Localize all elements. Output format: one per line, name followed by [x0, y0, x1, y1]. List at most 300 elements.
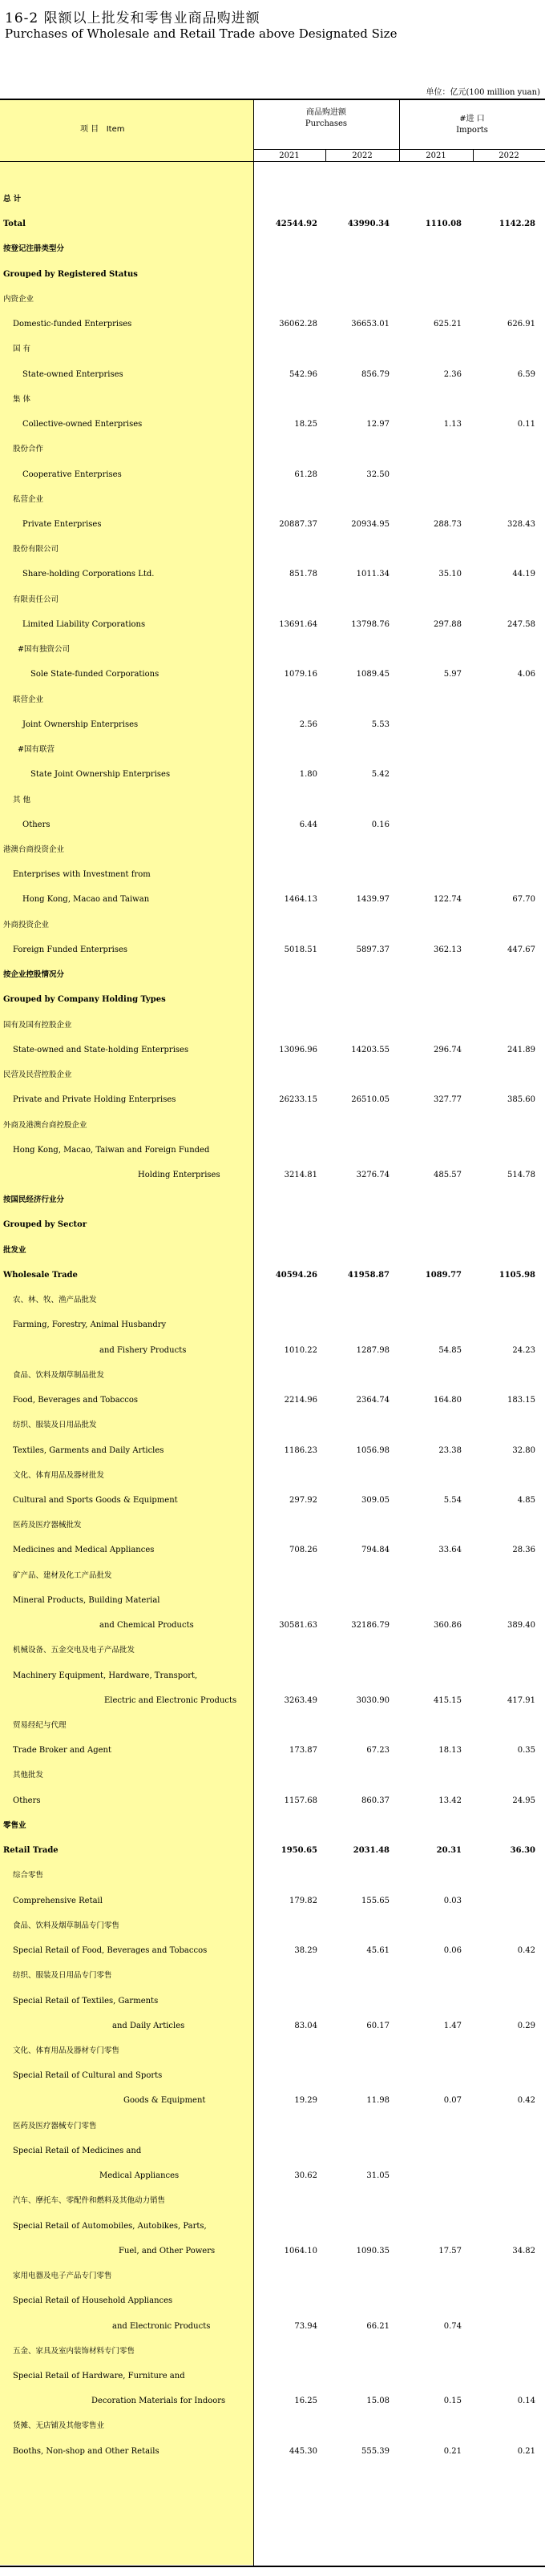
- row-value: 6.44: [299, 820, 317, 829]
- row-value: 0.07: [443, 2096, 462, 2105]
- row-value: 2364.74: [356, 1396, 390, 1405]
- table-row: [0, 1844, 545, 1857]
- row-value: 2031.48: [353, 1846, 390, 1855]
- row-value: 247.58: [507, 620, 535, 629]
- row-label: Enterprises with Investment from: [13, 870, 151, 879]
- row-value: 1186.23: [284, 1446, 317, 1455]
- table-row: [0, 543, 545, 556]
- row-label: Machinery Equipment, Hardware, Transport,: [13, 1671, 198, 1680]
- row-value: 1464.13: [284, 895, 317, 904]
- row-value: 5.54: [443, 1496, 462, 1505]
- row-value: 0.35: [517, 1746, 535, 1755]
- row-value: 15.08: [366, 2397, 390, 2405]
- header-purchases-en: Purchases: [305, 119, 348, 128]
- row-value: 31.05: [366, 2171, 390, 2180]
- row-label: Hong Kong, Macao, Taiwan and Foreign Funded: [13, 1146, 210, 1155]
- row-label: 总 计: [3, 195, 22, 204]
- row-value: 164.80: [434, 1396, 462, 1405]
- row-value: 16.25: [294, 2397, 317, 2405]
- row-label: Private and Private Holding Enterprises: [13, 1095, 176, 1104]
- row-value: 19.29: [294, 2096, 317, 2105]
- row-label: Total: [3, 220, 26, 228]
- row-label: Others: [13, 1796, 41, 1805]
- row-value: 1157.68: [284, 1796, 317, 1805]
- table-row: [0, 1519, 545, 1532]
- table-row: [0, 568, 545, 581]
- table-title-en: Purchases of Wholesale and Retail Trade above Designated Size: [5, 26, 398, 41]
- row-value: 179.82: [289, 1897, 317, 1905]
- row-value: 1439.97: [356, 895, 390, 904]
- table-row: [0, 668, 545, 681]
- table-row: [0, 2070, 545, 2082]
- table-row: [0, 469, 545, 482]
- table-row: [0, 1594, 545, 1607]
- row-value: 6.59: [517, 370, 535, 379]
- table-row: [0, 594, 545, 607]
- table-row: [0, 1719, 545, 1732]
- row-value: 3030.90: [356, 1696, 390, 1705]
- table-row: [0, 1644, 545, 1657]
- table-row: [0, 844, 545, 857]
- row-value: 30581.63: [279, 1621, 317, 1630]
- row-value: 5.42: [371, 770, 390, 779]
- row-value: 2.36: [443, 370, 462, 379]
- table-row: [0, 1469, 545, 1482]
- row-value: 5.53: [371, 720, 390, 729]
- row-value: 1.13: [443, 420, 462, 429]
- row-value: 2.56: [299, 720, 317, 729]
- row-label: 文化、体育用品及器材专门零售: [13, 2046, 120, 2055]
- unit-label: 单位：亿元(100 million yuan): [426, 88, 540, 97]
- row-label: 纺织、服装及日用品批发: [13, 1421, 97, 1429]
- table-row: [0, 1344, 545, 1357]
- row-label: Special Retail of Food, Beverages and Tobaccos: [13, 1946, 208, 1955]
- table-row: [0, 369, 545, 381]
- row-label: 有限责任公司: [13, 595, 59, 604]
- row-label: Comprehensive Retail: [13, 1897, 103, 1905]
- table-row: [0, 819, 545, 832]
- row-label: Special Retail of Textiles, Garments: [13, 1997, 159, 2006]
- row-label: 股份合作: [13, 445, 44, 454]
- table-row: [0, 2145, 545, 2158]
- table-row: [0, 619, 545, 631]
- row-value: 14203.55: [351, 1046, 390, 1054]
- table-row: [0, 2170, 545, 2183]
- row-value: 20887.37: [279, 520, 317, 529]
- row-value: 36653.01: [351, 320, 390, 329]
- row-value: 18.25: [294, 420, 317, 429]
- row-value: 417.91: [507, 1696, 535, 1705]
- table-row: [0, 1144, 545, 1157]
- table-row: [0, 1394, 545, 1407]
- row-value: 362.13: [434, 945, 462, 954]
- table-row: [0, 2195, 545, 2207]
- table-row: [0, 1769, 545, 1782]
- row-value: 4.85: [517, 1496, 535, 1505]
- row-value: 40594.26: [275, 1271, 317, 1280]
- row-value: 33.64: [438, 1546, 462, 1554]
- row-value: 288.73: [434, 520, 462, 529]
- table-row: [0, 768, 545, 781]
- table-row: [0, 518, 545, 531]
- row-value: 1110.08: [425, 220, 462, 228]
- row-value: 41958.87: [347, 1271, 390, 1280]
- row-value: 1010.22: [284, 1346, 317, 1355]
- row-value: 0.14: [517, 2397, 535, 2405]
- row-value: 360.86: [434, 1621, 462, 1630]
- table-row: [0, 494, 545, 506]
- row-value: 851.78: [289, 570, 317, 578]
- table-row: [0, 1169, 545, 1182]
- table-row: [0, 1494, 545, 1507]
- row-value: 45.61: [366, 1946, 390, 1955]
- row-value: 32186.79: [351, 1621, 390, 1630]
- row-value: 173.87: [289, 1746, 317, 1755]
- row-value: 309.05: [361, 1496, 390, 1505]
- row-value: 30.62: [294, 2171, 317, 2180]
- row-label: 按企业控股情况分: [3, 970, 65, 979]
- table-row: [0, 744, 545, 756]
- table-row: [0, 944, 545, 957]
- row-label: 内资企业: [3, 295, 34, 304]
- table-top-rule: [0, 99, 545, 100]
- table-row: [0, 393, 545, 406]
- row-value: 1079.16: [284, 670, 317, 679]
- table-row: [0, 443, 545, 456]
- row-label: Medicines and Medical Appliances: [13, 1546, 155, 1554]
- table-row: [0, 1119, 545, 1132]
- row-label: 港澳台商投资企业: [3, 845, 65, 854]
- row-value: 13.42: [438, 1796, 462, 1805]
- row-value: 794.84: [361, 1546, 390, 1554]
- row-value: 5897.37: [356, 945, 390, 954]
- header-item-cn: 项 目: [80, 125, 99, 134]
- table-row: [0, 1820, 545, 1832]
- row-value: 389.40: [507, 1621, 535, 1630]
- row-value: 1064.10: [284, 2247, 317, 2256]
- row-value: 34.82: [512, 2247, 535, 2256]
- row-label: 汽车、摩托车、零配件和燃料及其他动力销售: [13, 2196, 166, 2205]
- table-row: [0, 1895, 545, 1908]
- row-value: 32.80: [512, 1446, 535, 1455]
- row-value: 1105.98: [499, 1271, 535, 1280]
- header-year-purchases-2021: 2021: [279, 151, 300, 160]
- row-value: 36062.28: [279, 320, 317, 329]
- row-value: 32.50: [366, 470, 390, 479]
- row-label: Special Retail of Medicines and: [13, 2147, 142, 2155]
- row-value: 1950.65: [281, 1846, 317, 1855]
- table-row: [0, 1044, 545, 1057]
- row-label: Domestic-funded Enterprises: [13, 320, 132, 329]
- table-row: [0, 1194, 545, 1207]
- row-value: 4.06: [517, 670, 535, 679]
- row-label: Joint Ownership Enterprises: [22, 720, 139, 729]
- row-label: Collective-owned Enterprises: [22, 420, 143, 429]
- row-value: 61.28: [294, 470, 317, 479]
- table-row: [0, 1294, 545, 1307]
- row-value: 43990.34: [347, 220, 390, 228]
- row-value: 20.31: [436, 1846, 462, 1855]
- table-row: [0, 694, 545, 707]
- table-row: [0, 643, 545, 656]
- row-value: 155.65: [361, 1897, 390, 1905]
- table-row: [0, 1795, 545, 1808]
- table-row: [0, 1069, 545, 1082]
- row-label: Special Retail of Hardware, Furniture and: [13, 2372, 185, 2380]
- table-row: [0, 1244, 545, 1257]
- row-value: 297.92: [289, 1496, 317, 1505]
- row-label: Others: [22, 820, 50, 829]
- row-value: 24.23: [512, 1346, 535, 1355]
- row-label: 零售业: [3, 1821, 26, 1830]
- row-label: 五金、家具及室内装饰材料专门零售: [13, 2347, 135, 2356]
- row-value: 12.97: [366, 420, 390, 429]
- row-value: 73.94: [294, 2322, 317, 2331]
- row-label: #国有独资公司: [18, 645, 70, 654]
- row-label: 联营企业: [13, 695, 44, 704]
- row-value: 28.36: [512, 1546, 535, 1554]
- row-label: Cooperative Enterprises: [22, 470, 122, 479]
- table-row: [0, 1269, 545, 1282]
- row-label: 贸易经纪与代理: [13, 1721, 67, 1730]
- table-row: [0, 1744, 545, 1757]
- row-value: 2214.96: [284, 1396, 317, 1405]
- table-row: [0, 2320, 545, 2333]
- table-title-cn: 16-2 限额以上批发和零售业商品购进额: [5, 10, 260, 26]
- row-label: 按登记注册类型分: [3, 244, 65, 253]
- row-value: 122.74: [434, 895, 462, 904]
- row-value: 183.15: [507, 1396, 535, 1405]
- table-row: [0, 1419, 545, 1432]
- row-label: 家用电器及电子产品专门零售: [13, 2272, 112, 2280]
- row-value: 13691.64: [279, 620, 317, 629]
- row-value: 327.77: [434, 1095, 462, 1104]
- row-label: and Daily Articles: [112, 2022, 185, 2030]
- table-row: [0, 1619, 545, 1632]
- row-value: 20934.95: [351, 520, 390, 529]
- table-row: [0, 2370, 545, 2383]
- header-year-imports-2022: 2022: [499, 151, 519, 160]
- row-value: 1142.28: [499, 220, 535, 228]
- row-value: 0.42: [517, 1946, 535, 1955]
- row-label: Foreign Funded Enterprises: [13, 945, 128, 954]
- row-label: 其 他: [13, 796, 31, 804]
- row-value: 0.74: [443, 2322, 462, 2331]
- table-row: [0, 2245, 545, 2258]
- row-label: Share-holding Corporations Ltd.: [22, 570, 155, 578]
- row-label: Grouped by Company Holding Types: [3, 995, 166, 1004]
- row-value: 18.13: [438, 1746, 462, 1755]
- row-label: and Chemical Products: [99, 1621, 194, 1630]
- row-value: 0.15: [443, 2397, 462, 2405]
- row-value: 17.57: [438, 2247, 462, 2256]
- row-value: 35.10: [438, 570, 462, 578]
- row-label: State-owned and State-holding Enterprises: [13, 1046, 189, 1054]
- table-row: [0, 1695, 545, 1707]
- row-label: 私营企业: [13, 495, 44, 504]
- row-value: 0.42: [517, 2096, 535, 2105]
- header-imports-cn: #进 口: [459, 115, 485, 123]
- row-label: Food, Beverages and Tobaccos: [13, 1396, 139, 1405]
- row-value: 625.21: [434, 320, 462, 329]
- row-value: 13798.76: [351, 620, 390, 629]
- table-row: [0, 1019, 545, 1032]
- row-value: 297.88: [434, 620, 462, 629]
- row-value: 36.30: [510, 1846, 535, 1855]
- table-row: [0, 969, 545, 982]
- row-value: 67.70: [512, 895, 535, 904]
- table-row: [0, 2420, 545, 2433]
- row-value: 0.21: [517, 2447, 535, 2456]
- row-label: 农、林、牧、渔产品批发: [13, 1296, 97, 1304]
- row-label: State-owned Enterprises: [22, 370, 123, 379]
- row-label: 货摊、无店铺及其他零售业: [13, 2421, 105, 2430]
- table-row: [0, 919, 545, 932]
- row-label: Electric and Electronic Products: [104, 1696, 237, 1705]
- row-label: State Joint Ownership Enterprises: [30, 770, 171, 779]
- row-label: Farming, Forestry, Animal Husbandry: [13, 1320, 167, 1329]
- row-value: 514.78: [507, 1171, 535, 1179]
- row-label: 外商及港澳台商控股企业: [3, 1121, 87, 1130]
- table-row: [0, 193, 545, 206]
- row-label: 综合零售: [13, 1871, 44, 1880]
- row-label: 文化、体育用品及器材批发: [13, 1471, 105, 1480]
- table-row: [0, 218, 545, 231]
- table-row: [0, 268, 545, 281]
- row-value: 1.80: [299, 770, 317, 779]
- table-row: [0, 2094, 545, 2107]
- row-label: and Electronic Products: [112, 2322, 211, 2331]
- table-row: [0, 1570, 545, 1582]
- row-value: 1.47: [443, 2022, 462, 2030]
- row-label: Decoration Materials for Indoors: [91, 2397, 226, 2405]
- row-value: 1089.45: [356, 670, 390, 679]
- row-label: 民营及民营控股企业: [3, 1070, 72, 1079]
- table-row: [0, 2120, 545, 2133]
- row-value: 385.60: [507, 1095, 535, 1104]
- row-label: Cultural and Sports Goods & Equipment: [13, 1496, 178, 1505]
- header-year-purchases-2022: 2022: [352, 151, 373, 160]
- row-value: 23.38: [438, 1446, 462, 1455]
- table-row: [0, 2045, 545, 2058]
- row-value: 445.30: [289, 2447, 317, 2456]
- row-value: 5.97: [443, 670, 462, 679]
- row-label: #国有联营: [18, 745, 54, 754]
- table-row: [0, 1670, 545, 1683]
- table-row: [0, 1094, 545, 1107]
- row-value: 0.03: [443, 1897, 462, 1905]
- row-label: Special Retail of Cultural and Sports: [13, 2071, 163, 2080]
- table-row: [0, 1445, 545, 1457]
- header-item-en: Item: [106, 125, 125, 134]
- row-value: 0.21: [443, 2447, 462, 2456]
- row-label: Limited Liability Corporations: [22, 620, 146, 629]
- row-value: 447.67: [507, 945, 535, 954]
- table-bottom-rule: [0, 2566, 545, 2567]
- row-value: 1089.77: [425, 1271, 462, 1280]
- row-label: Hong Kong, Macao and Taiwan: [22, 895, 150, 904]
- row-label: Mineral Products, Building Material: [13, 1596, 160, 1605]
- table-row: [0, 2020, 545, 2033]
- row-label: 批发业: [3, 1246, 26, 1255]
- row-value: 241.89: [507, 1046, 535, 1054]
- table-row: [0, 343, 545, 356]
- row-label: Special Retail of Automobiles, Autobikes, Parts,: [13, 2222, 207, 2231]
- row-label: Sole State-funded Corporations: [30, 670, 159, 679]
- table-row: [0, 1969, 545, 1982]
- header-item: [80, 124, 208, 135]
- row-label: Textiles, Garments and Daily Articles: [13, 1446, 164, 1455]
- row-value: 83.04: [294, 2022, 317, 2030]
- row-value: 0.06: [443, 1946, 462, 1955]
- table-row: [0, 1869, 545, 1882]
- row-label: Goods & Equipment: [123, 2096, 206, 2105]
- row-label: Booths, Non-shop and Other Retails: [13, 2447, 159, 2456]
- row-value: 0.29: [517, 2022, 535, 2030]
- row-value: 542.96: [289, 370, 317, 379]
- table-row: [0, 1920, 545, 1933]
- row-label: 其他批发: [13, 1771, 44, 1780]
- row-label: 机械设备、五金交电及电子产品批发: [13, 1646, 135, 1655]
- header-year-imports-2021: 2021: [426, 151, 446, 160]
- row-value: 3263.49: [284, 1696, 317, 1705]
- row-value: 42544.92: [275, 220, 317, 228]
- row-value: 0.11: [517, 420, 535, 429]
- row-label: Special Retail of Household Appliances: [13, 2296, 173, 2305]
- row-label: 按国民经济行业分: [3, 1195, 65, 1204]
- row-label: Medical Appliances: [99, 2171, 180, 2180]
- row-value: 1056.98: [356, 1446, 390, 1455]
- row-value: 38.29: [294, 1946, 317, 1955]
- row-value: 3276.74: [356, 1171, 390, 1179]
- row-value: 13096.96: [279, 1046, 317, 1054]
- row-label: 纺织、服装及日用品专门零售: [13, 1971, 112, 1980]
- row-value: 26233.15: [279, 1095, 317, 1104]
- row-label: Retail Trade: [3, 1846, 59, 1855]
- table-row: [0, 418, 545, 431]
- row-label: 矿产品、建材及化工产品批发: [13, 1571, 112, 1580]
- row-value: 1287.98: [356, 1346, 390, 1355]
- row-label: 食品、饮料及烟草制品批发: [13, 1371, 105, 1380]
- table-row: [0, 719, 545, 732]
- row-value: 485.57: [434, 1171, 462, 1179]
- row-label: 国 有: [13, 345, 31, 353]
- table-row: [0, 2345, 545, 2358]
- row-value: 296.74: [434, 1046, 462, 1054]
- row-value: 5018.51: [284, 945, 317, 954]
- row-value: 0.16: [371, 820, 390, 829]
- row-value: 860.37: [361, 1796, 390, 1805]
- table-row: [0, 293, 545, 306]
- row-value: 26510.05: [351, 1095, 390, 1104]
- row-value: 708.26: [289, 1546, 317, 1554]
- table-row: [0, 1219, 545, 1232]
- table-row: [0, 869, 545, 881]
- table-row: [0, 1319, 545, 1332]
- row-value: 626.91: [507, 320, 535, 329]
- table-row: [0, 1945, 545, 1957]
- row-label: Wholesale Trade: [3, 1271, 78, 1280]
- table-row: [0, 1995, 545, 2008]
- table-row: [0, 2445, 545, 2458]
- row-label: Grouped by Registered Status: [3, 270, 138, 279]
- row-value: 3214.81: [284, 1171, 317, 1179]
- row-value: 328.43: [507, 520, 535, 529]
- row-label: Grouped by Sector: [3, 1220, 87, 1229]
- table-row: [0, 243, 545, 256]
- row-label: 股份有限公司: [13, 545, 59, 554]
- table-row: [0, 2220, 545, 2233]
